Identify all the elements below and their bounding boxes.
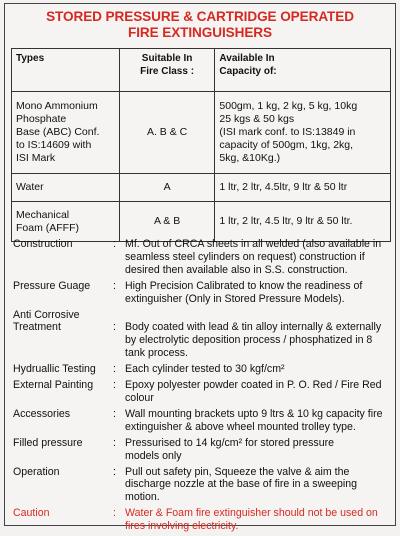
spec-colon: : — [113, 465, 116, 478]
type-cell — [12, 174, 120, 202]
extinguisher-types-table — [11, 48, 391, 242]
spec-value-line: seamless steel cylinders on request) construction if — [125, 250, 365, 263]
type-cell — [12, 92, 120, 174]
spec-value-line: Pressurised to 14 kg/cm² for stored pressure — [125, 436, 335, 449]
type-line: Mechanical — [16, 208, 70, 221]
spec-anti-corrosive-treatment — [13, 309, 389, 361]
spec-hydraulic-testing — [13, 363, 389, 376]
header-suitable-line-2: Fire Class : — [140, 66, 195, 77]
type-line: Mono Ammonium — [16, 100, 98, 112]
spec-colon: : — [113, 321, 116, 334]
spec-value-line: Water & Foam fire extinguisher should not be used on — [125, 507, 378, 520]
capacity-cell — [215, 202, 391, 242]
spec-label-line: Caution — [13, 507, 50, 520]
spec-caution — [13, 507, 389, 533]
spec-value-line: extinguisher & above wheel mounted trolley type. — [125, 420, 356, 433]
spec-value — [125, 238, 389, 277]
table-row — [12, 202, 391, 242]
spec-value-line: motion. — [125, 491, 160, 504]
table-row — [12, 92, 391, 174]
type-cell — [12, 202, 120, 242]
spec-operation — [13, 466, 389, 505]
spec-label-line: External Painting — [13, 379, 94, 392]
spec-construction — [13, 238, 389, 277]
spec-colon: : — [113, 279, 116, 292]
title-line-2: FIRE EXTINGUISHERS — [128, 25, 272, 40]
spec-label — [13, 466, 113, 505]
type-line: Water — [16, 181, 44, 193]
spec-value — [125, 437, 389, 463]
capacity-cell — [215, 174, 391, 202]
capacity-line: 25 kgs & 50 kgs — [219, 113, 295, 125]
capacity-cell — [215, 92, 391, 174]
capacity-line: 5kg, &10Kg.) — [219, 152, 281, 164]
type-line: Base (ABC) Conf. — [16, 126, 100, 138]
spec-value — [125, 379, 389, 405]
spec-value-line: Wall mounting brackets upto 9 ltrs & 10 kg capacity fire — [125, 407, 383, 420]
spec-value-line: Mf. Out of CRCA sheets in all welded (also available in — [125, 238, 382, 250]
spec-accessories — [13, 408, 389, 434]
spec-value — [125, 309, 389, 361]
spec-label-line: Operation — [13, 465, 60, 478]
spec-value-line: desired then available also in S.S. construction. — [125, 263, 348, 276]
spec-value — [125, 363, 389, 376]
capacity-line: 1 ltr, 2 ltr, 4.5ltr, 9 ltr & 50 ltr — [219, 181, 348, 193]
spec-label-line: Construction — [13, 238, 73, 250]
spec-value-line: extinguisher (Only in Stored Pressure Models). — [125, 292, 345, 305]
fire-class-cell: A. B & C — [119, 92, 215, 174]
spec-value-line: tank process. — [125, 347, 189, 360]
type-line: Phosphate — [16, 113, 67, 125]
type-line: ISI Mark — [16, 152, 56, 164]
spec-label — [13, 507, 113, 533]
spec-label-line: Accessories — [13, 407, 71, 420]
spec-filled-pressure — [13, 437, 389, 463]
spec-label — [13, 238, 113, 277]
page-title — [5, 4, 395, 48]
spec-external-painting — [13, 379, 389, 405]
spec-label — [13, 309, 113, 361]
spec-value-line: fires involving electricity. — [125, 520, 239, 533]
header-available-line-2: Capacity of: — [219, 66, 277, 77]
header-types — [12, 49, 120, 92]
spec-colon: : — [113, 379, 116, 392]
spec-label-line: Filled pressure — [13, 436, 83, 449]
spec-value-line: Body coated with lead & tin alloy internally & externally — [125, 321, 382, 334]
spec-label-line: Hydruallic Testing — [13, 363, 96, 376]
spec-colon-wrap — [113, 309, 125, 361]
capacity-line: capacity of 500gm, 1kg, 2kg, — [219, 139, 354, 151]
spec-value — [125, 466, 389, 505]
spec-value-line: Each cylinder tested to 30 kgf/cm² — [125, 363, 285, 376]
spec-label — [13, 363, 113, 376]
title-line-1: STORED PRESSURE & CARTRIDGE OPERATED — [46, 9, 354, 24]
spec-pressure-guage — [13, 280, 389, 306]
spec-value-line: colour — [125, 391, 154, 404]
spec-colon: : — [113, 363, 116, 376]
type-line: Foam (AFFF) — [16, 221, 79, 234]
header-types-label: Types — [16, 53, 45, 64]
spec-value-line: Epoxy polyester powder coated in P. O. Red / Fire Red — [125, 379, 382, 392]
header-suitable-line-1: Suitable In — [141, 53, 193, 64]
table-row — [12, 174, 391, 202]
type-line: to IS:14609 with — [16, 139, 92, 151]
capacity-line: 1 ltr, 2 ltr, 4.5 ltr, 9 ltr & 50 ltr. — [219, 215, 353, 227]
header-suitable — [119, 49, 215, 92]
spec-label-line: Treatment — [13, 321, 61, 334]
capacity-line: (ISI mark conf. to IS:13849 in — [219, 126, 356, 138]
spec-label-line: Pressure Guage — [13, 279, 91, 292]
spec-label — [13, 437, 113, 463]
capacity-line: 500gm, 1 kg, 2 kg, 5 kg, 10kg — [219, 100, 358, 112]
table-header-row — [12, 49, 391, 92]
header-available-line-1: Available In — [219, 53, 275, 64]
spec-label — [13, 379, 113, 405]
fire-class-cell: A & B — [119, 202, 215, 242]
spec-value-line: High Precision Calibrated to know the readiness of — [125, 279, 363, 292]
spec-value-line: models only — [125, 449, 182, 462]
spec-label — [13, 280, 113, 306]
fire-class-cell: A — [119, 174, 215, 202]
spec-value — [125, 280, 389, 306]
spec-label-line: Anti Corrosive — [13, 308, 80, 321]
spec-label — [13, 408, 113, 434]
spec-sheet — [4, 3, 396, 533]
spec-value — [125, 408, 389, 434]
spec-value-line: discharge nozzle at the base of fire in a sweeping — [125, 478, 358, 491]
spec-colon: : — [113, 238, 116, 250]
spec-value — [125, 507, 389, 533]
spec-colon: : — [113, 407, 116, 420]
spec-colon: : — [113, 507, 116, 520]
header-available — [215, 49, 391, 92]
spec-colon: : — [113, 436, 116, 449]
spec-value-line: Pull out safety pin, Squeeze the valve & aim the — [125, 465, 350, 478]
specifications-list — [13, 238, 389, 536]
spec-value-line: by electrolytic deposition process / phosphatized in 8 — [125, 334, 373, 347]
